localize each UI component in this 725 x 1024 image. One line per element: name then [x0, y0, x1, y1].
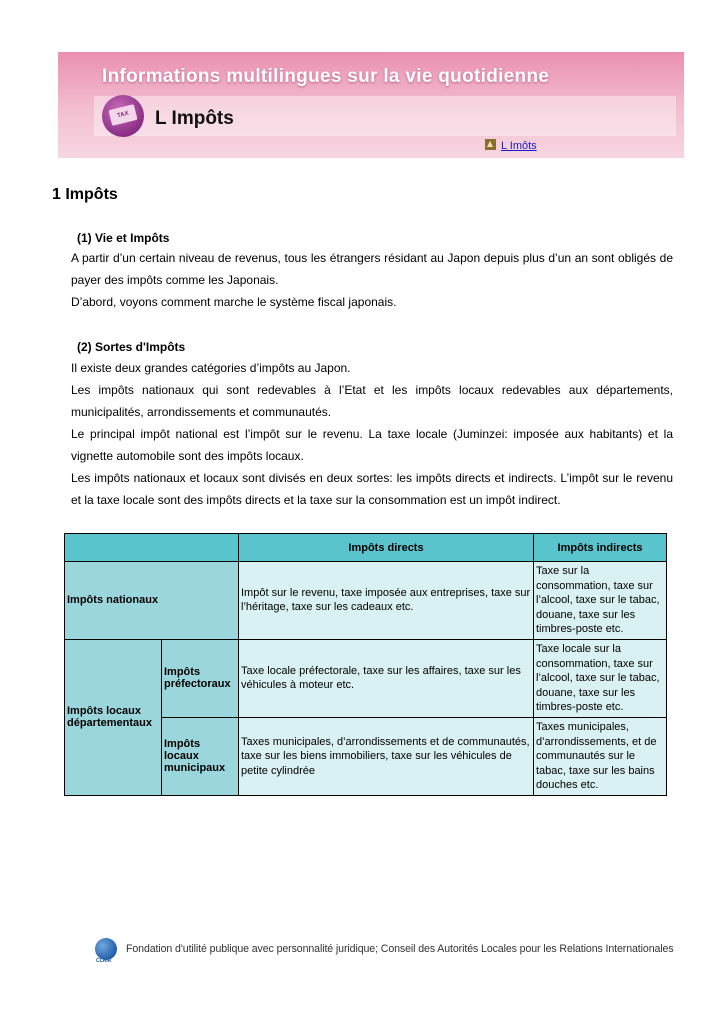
paragraph: A partir d’un certain niveau de revenus, tous les étrangers résidant au Japon depuis plus d’un an sont obligés de payer des impôts comme les Japonais.: [71, 251, 673, 287]
banner-subtitle: L Impôts: [155, 108, 234, 129]
table-header-empty: [65, 534, 239, 562]
tax-tag-icon: TAX: [108, 104, 137, 126]
column-header-indirect: Impôts indirects: [534, 534, 667, 562]
table-row: [65, 562, 667, 640]
table-cell: Impôt sur le revenu, taxe imposée aux entreprises, taxe sur l’héritage, taxe sur les cadeaux etc.: [239, 562, 534, 640]
paragraph: Le principal impôt national est l’impôt sur le revenu. La taxe locale (Juminzei: imposée aux habitants) et la vignette automobile sont des impôts locaux.: [71, 427, 673, 463]
column-header-direct: Impôts directs: [239, 534, 534, 562]
header-banner: [58, 52, 684, 158]
table-row: [65, 639, 667, 717]
table-cell: Taxes municipales, d’arrondissements, et de communautés sur le tabac, taxe sur les bains douches etc.: [534, 717, 667, 795]
tax-icon: [102, 95, 144, 137]
table-cell: Taxes municipales, d’arrondissements et de communautés, taxe sur les biens immobiliers, taxe sur les véhicules de petite cylindrée: [239, 717, 534, 795]
breadcrumb-link[interactable]: L Imôts: [501, 140, 537, 152]
table-cell: Taxe locale préfectorale, taxe sur les affaires, taxe sur les véhicules à moteur etc.: [239, 639, 534, 717]
tax-table: [64, 533, 667, 796]
row-header-prefectoral: Impôts préfectoraux: [162, 639, 239, 717]
logo-text: CLAIR: [96, 958, 112, 964]
table-cell: Taxe locale sur la consommation, taxe sur l’alcool, taxe sur le tabac, douane, taxe sur les timbres-poste etc.: [534, 639, 667, 717]
paragraph: Il existe deux grandes catégories d’impôts au Japon.: [71, 361, 351, 375]
paragraph: D’abord, voyons comment marche le système fiscal japonais.: [71, 295, 397, 309]
banner-title: Informations multilingues sur la vie quotidienne: [102, 66, 550, 87]
globe-logo-icon: [95, 938, 117, 960]
subsection-heading-vie: (1) Vie et Impôts: [77, 231, 170, 245]
up-arrow-icon[interactable]: [485, 139, 496, 150]
paragraph: Les impôts nationaux qui sont redevables à l’Etat et les impôts locaux redevables aux départements, municipalités, arrondissements et communautés.: [71, 383, 673, 419]
paragraph: Les impôts nationaux et locaux sont divisés en deux sortes: les impôts directs et indirects. L’impôt sur le revenu et la taxe locale sont des impôts directs et la taxe sur la consommation est un impôt indirect.: [71, 471, 673, 507]
row-header-municipal: Impôts locaux municipaux: [162, 717, 239, 795]
subsection-heading-sortes: (2) Sortes d'Impôts: [77, 340, 186, 354]
row-header-local: Impôts locaux départementaux: [65, 639, 162, 795]
table-cell: Taxe sur la consommation, taxe sur l’alcool, taxe sur le tabac, douane, taxe sur les timbres-poste etc.: [534, 562, 667, 640]
section-heading: 1 Impôts: [52, 186, 118, 203]
breadcrumb: [485, 139, 537, 152]
footer-text: Fondation d'utilité publique avec personnalité juridique; Conseil des Autorités Locales pour les Relations Internationales: [126, 943, 674, 955]
table-header-row: [65, 534, 667, 562]
row-header-national: Impôts nationaux: [65, 562, 239, 640]
